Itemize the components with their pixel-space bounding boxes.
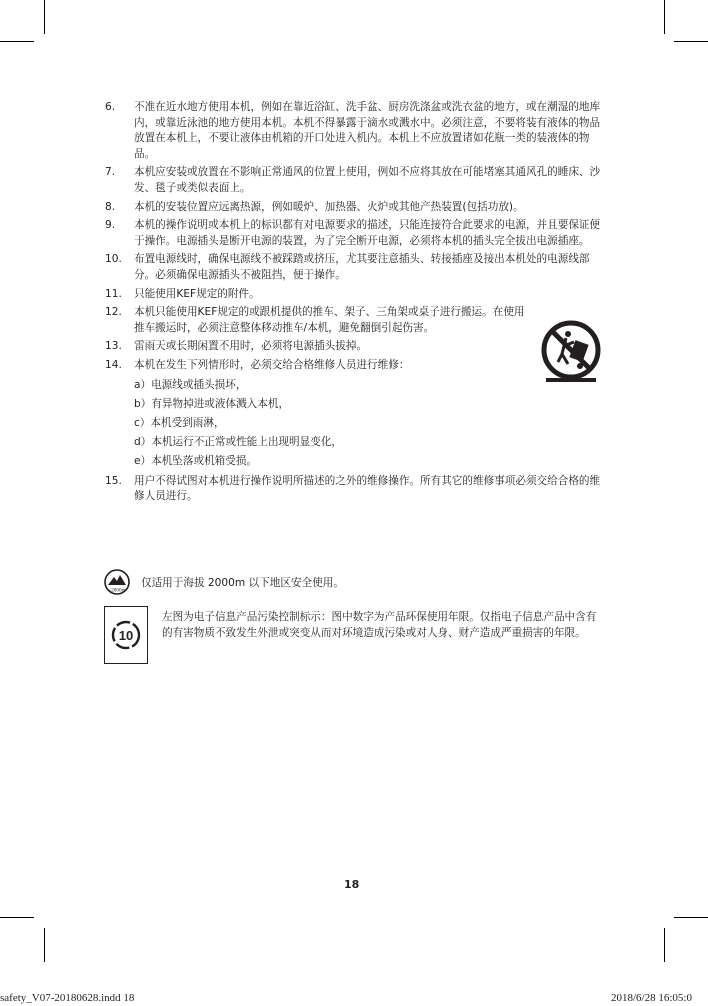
item-number: 11. — [105, 287, 122, 300]
altitude-text: 仅适用于海拔 2000m 以下地区安全使用。 — [141, 576, 344, 589]
page-number: 18 — [344, 878, 360, 891]
crop-mark — [44, 928, 45, 962]
item-number: 8. — [105, 200, 116, 213]
list-item — [105, 200, 603, 216]
slug-timestamp: 2018/6/28 16:05:0 — [611, 992, 692, 1004]
list-item — [105, 287, 603, 303]
item-number: 13. — [105, 340, 122, 353]
list-item — [105, 218, 603, 249]
item-number: 15. — [105, 474, 122, 487]
sub-item: a）电源线或插头损坏， — [134, 378, 247, 391]
item-text: 本机只能使用KEF规定的或跟机提供的推车、架子、三角架或桌子进行搬运。在使用推车搬运时，必须注意整体移动推车/本机，避免翻倒引起伤害。 — [134, 306, 525, 334]
list-item — [105, 358, 603, 471]
altitude-2000m-icon — [104, 569, 130, 595]
item-text: 本机在发生下列情形时，必须交给合格维修人员进行维修： — [134, 358, 410, 371]
list-item — [105, 252, 603, 283]
item-number: 14. — [105, 358, 122, 371]
item-number: 12. — [105, 306, 122, 319]
recycle-10-icon — [110, 619, 142, 651]
item-text: 布置电源线时，确保电源线不被踩踏或挤压，尤其要注意插头、转接插座及接出本机处的电源线部分。必须确保电源插头不被阻挡，便于操作。 — [134, 253, 590, 281]
epp-logo — [104, 606, 148, 664]
crop-mark — [674, 41, 708, 42]
sub-item: d）本机运行不正常或性能上出现明显变化， — [134, 435, 343, 448]
item-number: 6. — [105, 101, 116, 113]
item-text: 不准在近水地方使用本机，例如在靠近浴缸、洗手盆、厨房洗涤盆或洗衣盆的地方，或在潮湿的地库内，或靠近泳池的地方使用本机。本机不得暴露于滴水或溅水中。必须注意，不要将装有液体的物品放置在本机上，不要让液体由机箱的开口处进入机内。本机上不应放置诸如花瓶一类的装液体的物品。 — [134, 101, 601, 160]
list-item — [105, 305, 603, 336]
list-item — [105, 165, 603, 196]
crop-mark — [0, 41, 34, 42]
item-text: 本机的安装位置应远离热源，例如暖炉、加热器、火炉或其他产热装置(包括功放)。 — [134, 200, 524, 213]
sub-item: b）有异物掉进或液体溅入本机， — [134, 397, 290, 410]
sub-item: e）本机坠落或机箱受损。 — [134, 454, 258, 467]
cart-tipover-warning-icon — [538, 320, 604, 384]
epp-text: 左图为电子信息产品污染控制标示：图中数字为产品环保使用年限。仅指电子信息产品中含有的有害物质不致发生外泄或突变从而对环境造成污染或对人身、财产造成严重损害的年限。 — [162, 611, 597, 639]
item-number: 9. — [105, 219, 116, 232]
sub-list — [134, 376, 603, 471]
crop-mark — [0, 917, 34, 918]
sub-item: c）本机受到雨淋， — [134, 416, 225, 429]
crop-mark — [674, 917, 708, 918]
safety-instruction-list — [105, 100, 603, 508]
item-text: 本机应安装或放置在不影响正常通风的位置上使用，例如不应将其放在可能堵塞其通风孔的睡床、沙发、毯子或类似表面上。 — [134, 166, 601, 194]
epp-years: 10 — [118, 628, 134, 643]
crop-mark — [44, 0, 45, 34]
crop-mark — [664, 928, 665, 962]
slug-filename: safety_V07-20180628.indd 18 — [0, 992, 135, 1004]
item-text: 只能使用KEF规定的附件。 — [134, 287, 260, 300]
pollution-control-notice — [104, 606, 605, 664]
item-text: 本机的操作说明或本机上的标识都有对电源要求的描述，只能连接符合此要求的电源，并且要保证便于操作。电源插头是断开电源的装置，为了完全断开电源，必须将本机的插头完全拔出电源插座。 — [134, 219, 601, 247]
list-item — [105, 474, 603, 505]
altitude-notice — [104, 569, 344, 595]
item-number: 7. — [105, 166, 116, 179]
list-item — [105, 100, 603, 162]
crop-mark — [664, 0, 665, 34]
altitude-badge-label: ≤2000m — [108, 587, 126, 594]
item-number: 10. — [105, 253, 122, 266]
item-text: 雷雨天或长期闲置不用时，必须将电源插头拔掉。 — [134, 340, 368, 353]
list-item — [105, 339, 603, 355]
item-text: 用户不得试图对本机进行操作说明所描述的之外的维修操作。所有其它的维修事项必须交给合格的维修人员进行。 — [134, 474, 601, 503]
